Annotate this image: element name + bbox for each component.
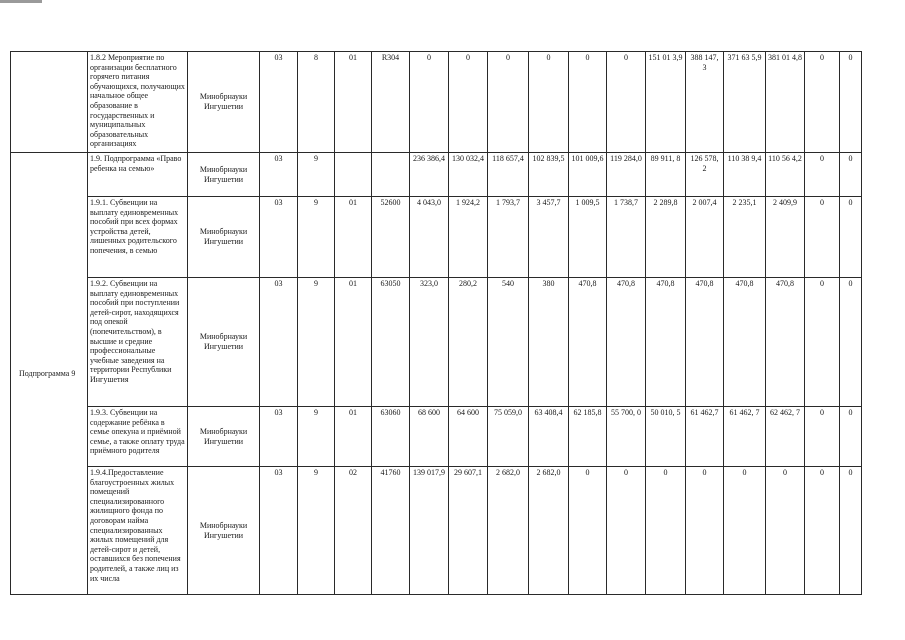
value-year-10: 470,8 [766,278,805,407]
responsible-agency: Минобрнауки Ингушетии [188,52,260,153]
value-year-8: 388 147, 3 [686,52,724,153]
code-pp: 9 [298,407,335,467]
value-year-4: 0 [529,52,569,153]
value-year-5: 0 [569,467,607,595]
value-year-3: 540 [488,278,529,407]
value-year-12: 0 [840,407,862,467]
value-year-5: 0 [569,52,607,153]
value-year-3: 2 682,0 [488,467,529,595]
value-year-8: 0 [686,467,724,595]
value-year-3: 0 [488,52,529,153]
value-year-11: 0 [805,52,840,153]
measure-name: 1.9. Подпрограмма «Право ребенка на семью» [88,153,188,197]
scan-mark [0,0,42,3]
code-om: 01 [335,407,372,467]
value-year-10: 62 462, 7 [766,407,805,467]
value-year-6: 55 700, 0 [607,407,646,467]
code-gp: 03 [260,153,298,197]
value-year-1: 68 600 [410,407,449,467]
program-label: Подпрограмма 9 [11,153,88,595]
value-year-1: 0 [410,52,449,153]
code-om [335,153,372,197]
code-direction: 63060 [372,407,410,467]
value-year-9: 0 [724,467,766,595]
value-year-2: 1 924,2 [449,197,488,278]
measure-name: 1.9.4.Предоставление благоустроенных жилых помещений специализированного жилищного фонда по договорам найма специализированных жилых помещений для детей-сирот и детей, оставшихся без попечения родителей, а также лиц из их числа [88,467,188,595]
value-year-4: 63 408,4 [529,407,569,467]
code-pp: 9 [298,467,335,595]
value-year-6: 0 [607,467,646,595]
value-year-11: 0 [805,278,840,407]
value-year-12: 0 [840,153,862,197]
table-row [11,407,885,467]
value-year-10: 110 56 4,2 [766,153,805,197]
value-year-3: 75 059,0 [488,407,529,467]
value-year-12: 0 [840,278,862,407]
value-year-8: 126 578, 2 [686,153,724,197]
value-year-2: 29 607,1 [449,467,488,595]
value-year-5: 470,8 [569,278,607,407]
value-year-4: 3 457,7 [529,197,569,278]
value-year-11: 0 [805,467,840,595]
value-year-6: 1 738,7 [607,197,646,278]
value-year-6: 0 [607,52,646,153]
value-year-11: 0 [805,197,840,278]
table-row [11,278,885,407]
value-year-2: 280,2 [449,278,488,407]
budget-table [10,51,885,595]
value-year-9: 470,8 [724,278,766,407]
code-direction [372,153,410,197]
value-year-3: 118 657,4 [488,153,529,197]
value-year-1: 139 017,9 [410,467,449,595]
value-year-8: 61 462,7 [686,407,724,467]
value-year-1: 323,0 [410,278,449,407]
measure-name: 1.8.2 Мероприятие по организации бесплатного горячего питания обучающихся, получающих начальное общее образование в государственных и муниципальных образовательных организациях [88,52,188,153]
responsible-agency: Минобрнауки Ингушетии [188,278,260,407]
value-year-3: 1 793,7 [488,197,529,278]
code-gp: 03 [260,278,298,407]
value-year-10: 381 01 4,8 [766,52,805,153]
value-year-2: 130 032,4 [449,153,488,197]
code-gp: 03 [260,407,298,467]
responsible-agency: Минобрнауки Ингушетии [188,467,260,595]
code-direction: 41760 [372,467,410,595]
value-year-9: 2 235,1 [724,197,766,278]
measure-name: 1.9.2. Субвенции на выплату единовременных пособий при поступлении детей-сирот, находящихся под опекой (попечительством), в высшие и средние профессиональные учебные заведения на территории Республики Ингушетия [88,278,188,407]
value-year-7: 50 010, 5 [646,407,686,467]
value-year-10: 0 [766,467,805,595]
value-year-12: 0 [840,197,862,278]
value-year-9: 110 38 9,4 [724,153,766,197]
table-row [11,153,885,197]
code-om: 02 [335,467,372,595]
value-year-1: 236 386,4 [410,153,449,197]
value-year-2: 64 600 [449,407,488,467]
value-year-4: 2 682,0 [529,467,569,595]
value-year-5: 62 185,8 [569,407,607,467]
responsible-agency: Минобрнауки Ингушетии [188,153,260,197]
value-year-7: 89 911, 8 [646,153,686,197]
value-year-7: 151 01 3,9 [646,52,686,153]
code-pp: 8 [298,52,335,153]
table-row [11,52,885,153]
value-year-9: 371 63 5,9 [724,52,766,153]
code-om: 01 [335,197,372,278]
value-year-8: 2 007,4 [686,197,724,278]
code-direction: 63050 [372,278,410,407]
value-year-10: 2 409,9 [766,197,805,278]
table-row [11,467,885,595]
program-cell-empty [11,52,88,153]
value-year-5: 101 009,6 [569,153,607,197]
code-om: 01 [335,278,372,407]
value-year-9: 61 462, 7 [724,407,766,467]
code-direction: R304 [372,52,410,153]
value-year-7: 470,8 [646,278,686,407]
measure-name: 1.9.3. Субвенции на содержание ребёнка в семье опекуна и приёмной семье, а также оплату труда приёмного родителя [88,407,188,467]
value-year-5: 1 009,5 [569,197,607,278]
code-pp: 9 [298,197,335,278]
value-year-1: 4 043,0 [410,197,449,278]
value-year-4: 102 839,5 [529,153,569,197]
code-gp: 03 [260,467,298,595]
value-year-11: 0 [805,407,840,467]
code-direction: 52600 [372,197,410,278]
value-year-7: 0 [646,467,686,595]
table-row [11,197,885,278]
value-year-6: 119 284,0 [607,153,646,197]
value-year-2: 0 [449,52,488,153]
code-om: 01 [335,52,372,153]
value-year-12: 0 [840,52,862,153]
code-gp: 03 [260,197,298,278]
responsible-agency: Минобрнауки Ингушетии [188,407,260,467]
value-year-11: 0 [805,153,840,197]
value-year-6: 470,8 [607,278,646,407]
code-gp: 03 [260,52,298,153]
value-year-4: 380 [529,278,569,407]
measure-name: 1.9.1. Субвенции на выплату единовременных пособий при всех формах устройства детей, лишенных родительского попечения, в семью [88,197,188,278]
value-year-7: 2 289,8 [646,197,686,278]
value-year-8: 470,8 [686,278,724,407]
responsible-agency: Минобрнауки Ингушетии [188,197,260,278]
value-year-12: 0 [840,467,862,595]
code-pp: 9 [298,153,335,197]
code-pp: 9 [298,278,335,407]
